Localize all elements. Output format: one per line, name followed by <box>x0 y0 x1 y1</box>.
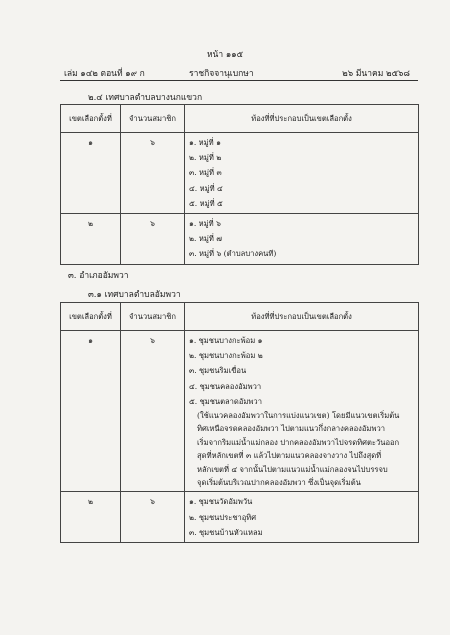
list-item: ๓. ชุมชนริมเขื่อน <box>189 366 247 376</box>
col-areas: ท้องที่ที่ประกอบเป็นเขตเลือกตั้ง <box>185 105 419 133</box>
list-item: ๑. หมู่ที่ ๖ <box>189 218 221 228</box>
list-item: ๒. ชุมชนบางกะพ้อม ๒ <box>189 351 263 361</box>
electoral-district-table-2 <box>60 302 419 543</box>
list-item: ๑. หมู่ที่ ๑ <box>189 138 221 147</box>
member-count: ๖ <box>121 213 185 264</box>
list-item: ๓. หมู่ที่ ๓ <box>189 168 222 178</box>
subsection-heading: ๓.๑ เทศบาลตำบลอัมพวา <box>88 290 181 300</box>
section-heading: ๒.๔ เทศบาลตำบลบางนกแขวก <box>88 93 203 103</box>
note-line: เริ่มจากริมแม่น้ำแม่กลอง ปากคลองอัมพวาไปจรดทิศตะวันออก <box>197 437 400 447</box>
district-number: ๑ <box>61 133 121 214</box>
col-members: จำนวนสมาชิก <box>121 105 185 133</box>
list-item: ๒. หมู่ที่ ๒ <box>189 153 222 163</box>
area-list <box>185 492 419 543</box>
table-row <box>61 492 419 543</box>
district-number: ๒ <box>61 213 121 264</box>
list-item: ๓. ชุมชนบ้านหัวแหลม <box>189 527 263 537</box>
list-item: ๕. ชุมชนตลาดอัมพวา <box>189 396 262 406</box>
member-count: ๖ <box>121 133 185 214</box>
note-line: ทิศเหนือจรดคลองอัมพวา ไปตามแนวกึ่งกลางคลองอัมพวา <box>197 424 385 434</box>
list-item: ๔. ชุมชนคลองอัมพวา <box>189 381 262 391</box>
col-members: จำนวนสมาชิก <box>121 303 185 331</box>
district-number: ๑ <box>61 331 121 492</box>
table-header-row <box>61 105 419 133</box>
boundary-note <box>189 409 414 489</box>
note-line: จุดเริ่มต้นบริเวณปากคลองอัมพวา ซึ่งเป็นจุดเริ่มต้น <box>197 477 361 487</box>
note-line: หลักเขตที่ ๔ จากนั้นไปตามแนวแม่น้ำแม่กลองจนไปบรรจบ <box>197 464 388 474</box>
col-areas: ท้องที่ที่ประกอบเป็นเขตเลือกตั้ง <box>185 303 419 331</box>
table-row <box>61 213 419 264</box>
list-item: ๓. หมู่ที่ ๖ (ตำบลบางคนที) <box>189 249 277 259</box>
gazette-header <box>64 66 410 78</box>
area-list <box>185 213 419 264</box>
col-district: เขตเลือกตั้งที่ <box>61 105 121 133</box>
volume-issue: เล่ม ๑๔๒ ตอนที่ ๑๙ ก <box>64 69 145 79</box>
table-row <box>61 133 419 214</box>
list-item: ๕. หมู่ที่ ๕ <box>189 198 223 208</box>
list-item: ๒. หมู่ที่ ๗ <box>189 234 222 244</box>
district-number: ๒ <box>61 492 121 543</box>
area-list <box>185 331 419 492</box>
publication-name: ราชกิจจานุเบกษา <box>189 69 254 79</box>
electoral-district-table-1 <box>60 104 419 265</box>
table-header-row <box>61 303 419 331</box>
section-heading: ๓. อำเภออัมพวา <box>68 271 129 281</box>
col-district: เขตเลือกตั้งที่ <box>61 303 121 331</box>
list-item: ๒. ชุมชนประชาอุทิศ <box>189 512 257 522</box>
list-item: ๔. หมู่ที่ ๔ <box>189 183 223 193</box>
member-count: ๖ <box>121 331 185 492</box>
page-number: หน้า ๑๑๕ <box>206 50 244 60</box>
note-line: สุดที่หลักเขตที่ ๓ แล้วไปตามแนวคลองจางวาง ไปถึงสุดที่ <box>197 451 382 461</box>
table-row <box>61 331 419 492</box>
list-item: ๑. ชุมชนวัดอัมพวัน <box>189 497 253 507</box>
area-list <box>185 133 419 214</box>
header-divider <box>60 80 418 81</box>
publication-date: ๒๖ มีนาคม ๒๕๖๘ <box>342 69 410 79</box>
note-line: (ใช้แนวคลองอัมพวาในการแบ่งแนวเขต) โดยมีแนวเขตเริ่มต้น <box>197 410 400 420</box>
member-count: ๖ <box>121 492 185 543</box>
list-item: ๑. ชุมชนบางกะพ้อม ๑ <box>189 336 263 345</box>
